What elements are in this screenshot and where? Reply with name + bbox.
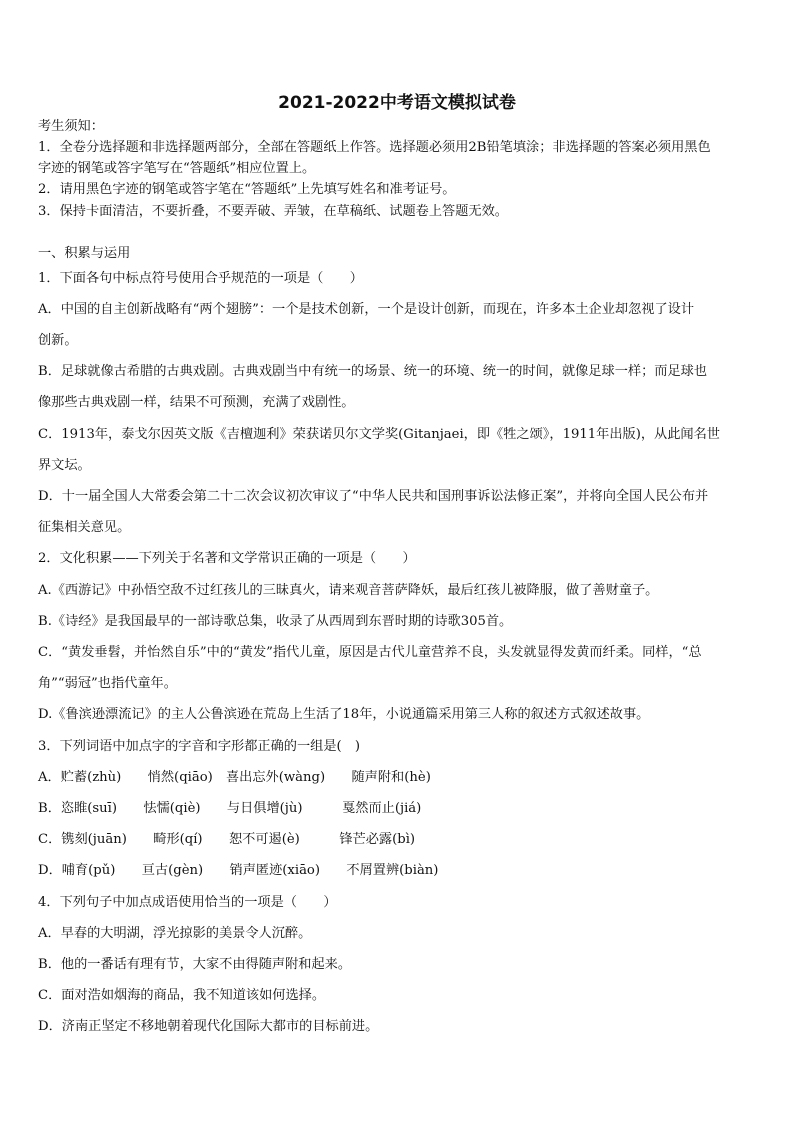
question-line: C．镌刻(juān) 畸形(qí) 恕不可遏(è) 锋芒必露(bì) [38, 832, 416, 847]
question-line: 界文坛。 [38, 458, 91, 473]
question-line: C．1913年，泰戈尔因英文版《吉檀迦利》荣获诺贝尔文学奖(Gitanjaei，即《牲之颂》，1911年出版)，从此闻名世 [38, 427, 720, 442]
question-line: 2．文化积累——下列关于名著和文学常识正确的一项是（ ） [38, 551, 416, 566]
question-line: A.《西游记》中孙悟空敌不过红孩儿的三昧真火，请来观音菩萨降妖，最后红孩儿被降服，做了善财童子。 [38, 583, 659, 598]
notice-heading: 考生须知： [38, 119, 104, 134]
notice-item: 字迹的钢笔或答字笔写在“答题纸”相应位置上。 [38, 161, 316, 176]
question-line: 3．下列词语中加点字的字音和字形都正确的一组是( ) [38, 739, 360, 754]
question-line: 1．下面各句中标点符号使用合乎规范的一项是（ ） [38, 271, 363, 286]
question-line: D．十一届全国人大常委会第二十二次会议初次审议了“中华人民共和国刑事诉讼法修正案”，并将向全国人民公布并 [38, 489, 709, 504]
question-line: 征集相关意见。 [38, 520, 131, 535]
question-line: 4．下列句子中加点成语使用恰当的一项是（ ） [38, 895, 337, 910]
notice-item: 2．请用黑色字迹的钢笔或答字笔在“答题纸”上先填写姓名和准考证号。 [38, 182, 456, 197]
question-line: C．面对浩如烟海的商品，我不知道该如何选择。 [38, 988, 326, 1003]
question-line: D.《鲁滨逊漂流记》的主人公鲁滨逊在荒岛上生活了18年，小说通篇采用第三人称的叙述方式叙述故事。 [38, 707, 650, 722]
question-line: A．早春的大明湖，浮光掠影的美景令人沉醉。 [38, 926, 312, 941]
notice-item: 1．全卷分选择题和非选择题两部分，全部在答题纸上作答。选择题必须用2B铅笔填涂；非选择题的答案必须用黑色 [38, 140, 711, 155]
question-line: C．“黄发垂髫，并怡然自乐”中的“黄发”指代儿童，原因是古代儿童营养不良，头发就显得发黄而纤柔。同样，“总 [38, 645, 702, 660]
question-line: B.《诗经》是我国最早的一部诗歌总集，收录了从西周到东晋时期的诗歌305首。 [38, 614, 513, 629]
question-line: 角”“弱冠”也指代童年。 [38, 676, 177, 691]
question-line: B．恣睢(suī) 怯懦(qiè) 与日俱增(jù) 戛然而止(jiá) [38, 801, 422, 816]
question-line: A．贮蓄(zhù) 悄然(qiāo) 喜出忘外(wàng) 随声附和(hè) [38, 770, 431, 785]
question-line: B．足球就像古希腊的古典戏剧。古典戏剧当中有统一的场景、统一的环境、统一的时间，就像足球一样；而足球也 [38, 364, 708, 379]
question-line: 创新。 [38, 333, 78, 348]
question-line: D．哺育(pǔ) 亘古(gèn) 销声匿迹(xiāo) 不屑置辨(biàn) [38, 863, 439, 878]
question-line: D．济南正坚定不移地朝着现代化国际大都市的目标前进。 [38, 1019, 379, 1034]
page-title: 2021-2022中考语文模拟试卷 [278, 93, 516, 113]
question-line: 像那些古典戏剧一样，结果不可预测，充满了戏剧性。 [38, 395, 355, 410]
section-heading: 一、积累与运用 [38, 246, 131, 261]
notice-item: 3．保持卡面清洁，不要折叠，不要弄破、弄皱，在草稿纸、试题卷上答题无效。 [38, 204, 508, 219]
question-line: B．他的一番话有理有节，大家不由得随声附和起来。 [38, 957, 352, 972]
question-line: A．中国的自主创新战略有“两个翅膀”：一个是技术创新，一个是设计创新，而现在，许多本土企业却忽视了设计 [38, 302, 695, 317]
